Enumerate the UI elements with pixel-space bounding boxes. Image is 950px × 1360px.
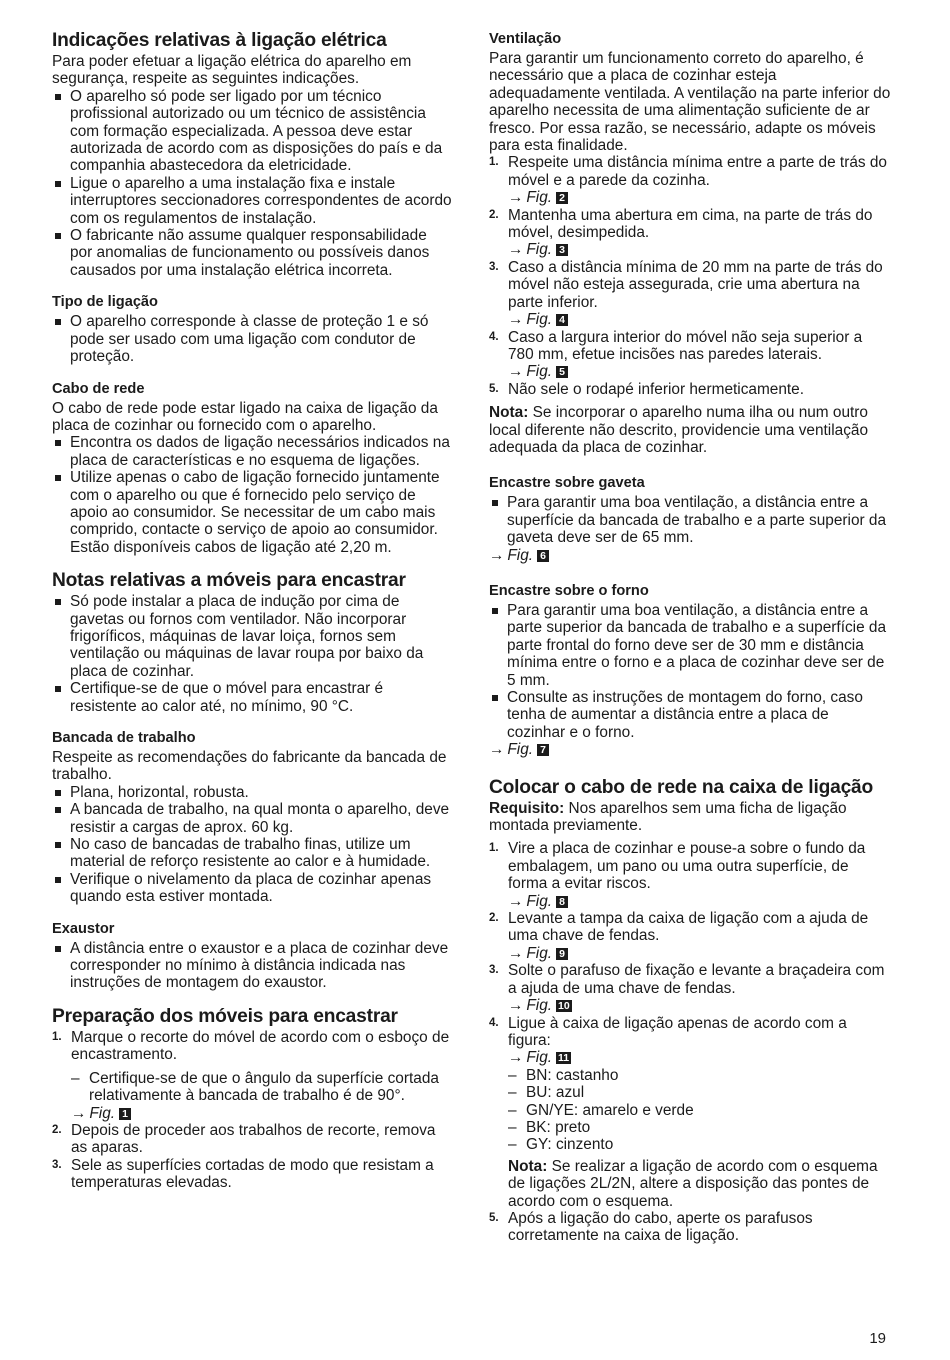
note-label: Nota:	[508, 1157, 548, 1175]
step-text: Ligue à caixa de ligação apenas de acordo com a figura:	[508, 1014, 847, 1049]
arrow-icon: →	[508, 189, 524, 207]
note-text: Se incorporar o aparelho numa ilha ou num outro local diferente não descrito, providencie uma ventilação adequada da placa de cozinhar.	[489, 404, 869, 456]
bullet-list	[489, 602, 891, 741]
bullet-list	[52, 313, 452, 365]
requirement-paragraph	[489, 800, 891, 835]
numbered-list	[489, 154, 891, 398]
list-item: – BK: preto	[508, 1119, 891, 1136]
arrow-icon: →	[508, 1049, 524, 1067]
list-item: Para garantir uma boa ventilação, a distância entre a parte superior da bancada de trabalho e a superfície da parte frontal do forno deve ser de 30 mm e distância mínima entre o forno e a placa de cozinhar deve ser de 5 mm.	[489, 602, 891, 689]
figure-reference	[508, 189, 891, 206]
figure-reference	[508, 1049, 891, 1066]
list-item	[489, 207, 891, 259]
arrow-icon: →	[71, 1104, 87, 1122]
figure-number-badge: 8	[556, 896, 568, 908]
right-column	[489, 30, 891, 1245]
note-text: Se realizar a ligação de acordo com o esquema de ligações 2L/2N, altere a disposição das pontes de acordo com o esquema.	[508, 1157, 878, 1210]
step-number: 3.	[489, 964, 499, 977]
page-number: 19	[869, 1330, 886, 1347]
arrow-icon: →	[508, 944, 524, 962]
step-number: 2.	[489, 912, 499, 925]
note-paragraph	[489, 404, 891, 456]
step-number: 2.	[489, 208, 499, 221]
list-item	[52, 1157, 452, 1192]
figure-number-badge: 5	[556, 366, 568, 378]
note-label: Nota:	[489, 404, 529, 422]
list-item: Encontra os dados de ligação necessários indicados na placa de características e no esquema de ligações.	[52, 434, 452, 469]
list-item: Ligue o aparelho a uma instalação fixa e instale interruptores seccionadores correspondentes de acordo com os regulamentos de instalação.	[52, 175, 452, 227]
list-item: Utilize apenas o cabo de ligação fornecido juntamente com o aparelho ou que é fornecido pelo serviço de apoio ao consumidor. Se necessitar de um cabo mais comprido, contacte o serviço de apoio ao consumidor. Estão disponíveis cabos de ligação até 2,20 m.	[52, 469, 452, 556]
step-text: Mantenha uma abertura em cima, na parte de trás do móvel, desimpedida.	[508, 206, 873, 242]
step-text: Caso a distância mínima de 20 mm na parte de trás do móvel não esteja assegurada, crie uma abertura na parte inferior.	[508, 258, 883, 311]
figure-number-badge: 10	[558, 1000, 570, 1013]
arrow-icon: →	[508, 311, 524, 329]
bullet-list	[52, 940, 452, 992]
figure-number-badge: 11	[558, 1052, 570, 1065]
fig-label: Fig.	[526, 311, 553, 329]
fig-label: Fig.	[526, 189, 553, 207]
subheading-worktop: Bancada de trabalho	[52, 730, 196, 746]
figure-reference	[508, 945, 891, 962]
list-item: O aparelho só pode ser ligado por um técnico profissional autorizado ou um técnico de assistência com formação especializada. A pessoa deve estar autorizada de acordo com as disposições do país e da companhia abastecedora da eletricidade.	[52, 88, 452, 175]
section-title-cable-connection: Colocar o cabo de rede na caixa de ligação	[489, 776, 874, 798]
figure-reference	[508, 241, 891, 258]
requirement-text: Nos aparelhos sem uma ficha de ligação montada previamente.	[489, 799, 847, 835]
list-item: Para garantir uma boa ventilação, a distância entre a superfície da bancada de trabalho e a parte superior da gaveta deve ser de 65 mm.	[489, 494, 891, 546]
list-item	[489, 840, 891, 910]
numbered-list	[52, 1029, 452, 1192]
fig-label: Fig.	[89, 1104, 116, 1122]
list-item: Consulte as instruções de montagem do forno, caso tenha de aumentar a distância entre a placa de cozinhar e o forno.	[489, 689, 891, 741]
figure-number-badge: 7	[537, 744, 549, 756]
step-text: Levante a tampa da caixa de ligação com a ajuda de uma chave de fendas.	[508, 910, 869, 945]
arrow-icon: →	[508, 241, 524, 259]
step-text: Após a ligação do cabo, aperte os parafusos corretamente na caixa de ligação.	[508, 1209, 813, 1245]
list-item: – GY: cinzento	[508, 1136, 891, 1153]
step-text: Respeite uma distância mínima entre a parte de trás do móvel e a parede da cozinha.	[508, 154, 887, 189]
list-item: Plana, horizontal, robusta.	[52, 784, 452, 801]
list-item	[489, 329, 891, 381]
figure-reference	[71, 1105, 452, 1122]
fig-label: Fig.	[526, 997, 553, 1015]
step-text: Vire a placa de cozinhar e pouse-a sobre o fundo da embalagem, um pano ou uma outra superfície, de forma a evitar riscos.	[508, 840, 866, 893]
figure-reference	[508, 363, 891, 380]
list-item: O aparelho corresponde à classe de proteção 1 e só pode ser usado com uma ligação com condutor de proteção.	[52, 313, 452, 365]
left-column	[52, 30, 452, 1192]
figure-number-badge: 6	[537, 550, 549, 562]
list-item	[489, 962, 891, 1014]
figure-number-badge: 4	[556, 314, 568, 326]
step-number: 4.	[489, 1016, 499, 1029]
figure-reference	[489, 741, 891, 758]
figure-reference	[489, 547, 891, 564]
step-number: 5.	[489, 382, 499, 395]
list-item: – Certifique-se de que o ângulo da superfície cortada relativamente à bancada de trabalho é de 90°.	[71, 1070, 452, 1105]
figure-reference	[508, 311, 891, 328]
step-number: 1.	[52, 1030, 62, 1043]
figure-reference	[508, 997, 891, 1014]
list-item: – BU: azul	[508, 1084, 891, 1101]
section-title-electrical: Indicações relativas à ligação elétrica	[52, 30, 387, 51]
list-item: – BN: castanho	[508, 1067, 891, 1084]
bullet-list	[52, 434, 452, 556]
list-item	[489, 154, 891, 206]
figure-number-badge: 2	[556, 192, 568, 204]
arrow-icon: →	[508, 363, 524, 381]
step-text: Caso a largura interior do móvel não seja superior a 780 mm, efetue incisões nas paredes laterais.	[508, 328, 863, 363]
note-paragraph	[508, 1158, 891, 1210]
step-number: 1.	[489, 156, 499, 169]
figure-number-badge: 3	[556, 244, 568, 256]
requirement-label: Requisito:	[489, 799, 565, 817]
step-text: Sele as superfícies cortadas de modo que resistam a temperaturas elevadas.	[71, 1156, 434, 1192]
paragraph: Para garantir um funcionamento correto do aparelho, é necessário que a placa de cozinhar esteja adequadamente ventilada. A ventilação na parte inferior do aparelho necessita de uma alimentação suficiente de ar fresco. Por essa razão, se necessário, adapte os móveis para esta finalidade.	[489, 50, 891, 155]
subheading-extractor: Exaustor	[52, 920, 115, 937]
fig-label: Fig.	[526, 892, 553, 910]
arrow-icon: →	[489, 741, 505, 759]
list-item	[489, 259, 891, 329]
arrow-icon: →	[508, 892, 524, 910]
step-text: Solte o parafuso de fixação e levante a braçadeira com a ajuda de uma chave de fendas.	[508, 962, 885, 997]
list-item: – GN/YE: amarelo e verde	[508, 1102, 891, 1119]
paragraph: Para poder efetuar a ligação elétrica do aparelho em segurança, respeite as seguintes indicações.	[52, 53, 412, 88]
list-item: O fabricante não assume qualquer responsabilidade por anomalias de funcionamento ou possíveis danos causados por uma instalação elétrica incorreta.	[52, 227, 452, 279]
list-item	[489, 910, 891, 962]
wire-colour-list	[508, 1067, 891, 1154]
step-number: 3.	[52, 1158, 62, 1171]
bullet-list	[52, 88, 452, 279]
section-title-furniture-notes: Notas relativas a móveis para encastrar	[52, 570, 406, 592]
step-number: 2.	[52, 1123, 62, 1136]
list-item	[52, 1122, 452, 1157]
fig-label: Fig.	[507, 741, 534, 759]
arrow-icon: →	[508, 997, 524, 1015]
step-text: Marque o recorte do móvel de acordo com o esboço de encastramento.	[71, 1028, 450, 1064]
step-number: 5.	[489, 1211, 499, 1224]
fig-label: Fig.	[526, 944, 553, 962]
list-item	[489, 1015, 891, 1210]
bullet-list	[489, 494, 891, 546]
list-item: No caso de bancadas de trabalho finas, utilize um material de reforço resistente ao calor e à humidade.	[52, 836, 452, 871]
list-item	[489, 1210, 891, 1245]
bullet-list	[52, 593, 452, 715]
figure-number-badge: 1	[119, 1108, 131, 1120]
subheading-connection-type: Tipo de ligação	[52, 294, 158, 311]
step-number: 1.	[489, 842, 499, 855]
bullet-list	[52, 784, 452, 906]
fig-label: Fig.	[526, 241, 553, 259]
fig-label: Fig.	[507, 546, 534, 564]
section-title-furniture-prep: Preparação dos móveis para encastrar	[52, 1005, 398, 1027]
fig-label: Fig.	[526, 1049, 553, 1067]
dash-list	[71, 1070, 452, 1105]
fig-label: Fig.	[526, 363, 553, 381]
list-item: Verifique o nivelamento da placa de cozinhar apenas quando esta estiver montada.	[52, 871, 452, 906]
list-item	[489, 381, 891, 398]
numbered-list	[489, 840, 891, 1244]
paragraph: O cabo de rede pode estar ligado na caixa de ligação da placa de cozinhar ou fornecido com o aparelho.	[52, 399, 438, 434]
list-item	[52, 1029, 452, 1122]
subheading-oven: Encastre sobre o forno	[489, 582, 649, 599]
paragraph: Respeite as recomendações do fabricante da bancada de trabalho.	[52, 749, 447, 784]
step-text: Não sele o rodapé inferior hermeticamente.	[508, 380, 804, 398]
list-item: A distância entre o exaustor e a placa de cozinhar deve corresponder no mínimo à distância indicada nas instruções de montagem do exaustor.	[52, 940, 452, 992]
subheading-power-cable: Cabo de rede	[52, 380, 145, 397]
list-item: Só pode instalar a placa de indução por cima de gavetas ou fornos com ventilador. Não incorporar frigoríficos, máquinas de lavar loiça, fornos sem ventilação ou máquinas de lavar roupa por baixo da placa de cozinhar.	[52, 593, 452, 680]
subheading-drawer: Encastre sobre gaveta	[489, 475, 645, 492]
figure-reference	[508, 893, 891, 910]
subheading-ventilation: Ventilação	[489, 31, 562, 47]
arrow-icon: →	[489, 546, 505, 564]
step-number: 3.	[489, 260, 499, 273]
step-text: Depois de proceder aos trabalhos de recorte, remova as aparas.	[71, 1121, 436, 1157]
list-item: A bancada de trabalho, na qual monta o aparelho, deve resistir a cargas de aprox. 60 kg.	[52, 801, 452, 836]
figure-number-badge: 9	[556, 948, 568, 960]
step-number: 4.	[489, 330, 499, 343]
list-item: Certifique-se de que o móvel para encastrar é resistente ao calor até, no mínimo, 90 °C.	[52, 680, 452, 715]
